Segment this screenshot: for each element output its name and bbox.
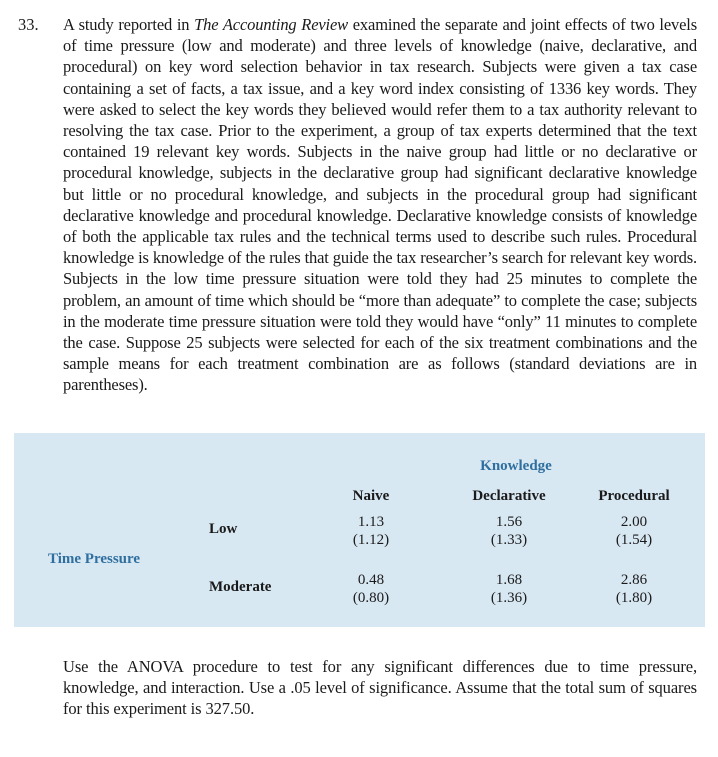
cell-mean: 2.86 [620,572,648,588]
cell-mean: 0.48 [357,572,385,588]
cell-mean: 2.00 [620,514,648,530]
cell-sd: (1.36) [490,590,528,606]
table-cell [326,571,416,607]
problem-statement [63,14,697,396]
cell-sd: (1.12) [352,532,390,548]
cell-sd: (1.33) [490,532,528,548]
column-header-naive: Naive [352,488,390,504]
problem-number: 33. [18,15,39,34]
cell-sd: (1.80) [615,590,653,606]
cell-mean: 1.56 [495,514,523,530]
table-cell [326,513,416,549]
cell-mean: 1.68 [495,572,523,588]
intro-text: A study reported in [63,15,195,34]
journal-title: The Accounting Review [194,15,349,34]
closing-instructions: Use the ANOVA procedure to test for any significant differences due to time pressure, knowledge, and interaction. Use a .05 level of significance. Assume that the total sum of squares for this experiment is 327.50. [63,657,697,719]
table-cell [584,513,684,549]
body-text: examined the separate and joint effects of two levels of time pressure (low and moderate) and three levels of knowledge (naive, declarative, and procedural) on key word selection behavior in tax research. Subjects were given a tax case containing a set of facts, a tax issue, and a key word index consisting of 1336 key words. They were asked to select the key words they believed would refer them to a tax authority relevant to resolving the tax case. Prior to the experiment, a group of tax experts determined that the text contained 19 relevant key words. Subjects in the naive group had little or no declarative or procedural knowledge, subjects in the declarative group had significant declarative knowledge but little or no procedural knowledge, and subjects in the procedural group had significant declarative knowledge and procedural knowledge. Declarative knowledge consists of knowledge of both the applicable tax rules and the technical terms used to describe such rules. Procedural knowledge is knowledge of the rules that guide the tax researcher’s search for relevant key words. Subjects in the low time pressure situation were told they had 25 minutes to complete the problem, an amount of time which should be “more than adequate” to complete the case; subjects in the moderate time pressure situation were told they would have “only” 11 minutes to complete the case. Suppose 25 subjects were selected for each of the six treatment combinations and the sample means for each treatment combination are as follows (standard deviations are in parentheses). [63,15,697,395]
data-table [14,433,705,627]
row-label-moderate: Moderate [209,579,272,595]
column-header-declarative: Declarative [472,488,546,504]
time-pressure-label: Time Pressure [48,551,141,567]
cell-sd: (1.54) [615,532,653,548]
table-cell [584,571,684,607]
column-header-procedural: Procedural [598,488,670,504]
cell-sd: (0.80) [352,590,390,606]
table-cell [439,513,579,549]
table-cell [439,571,579,607]
row-label-low: Low [209,521,238,537]
cell-mean: 1.13 [357,514,385,530]
knowledge-header: Knowledge [480,458,552,474]
